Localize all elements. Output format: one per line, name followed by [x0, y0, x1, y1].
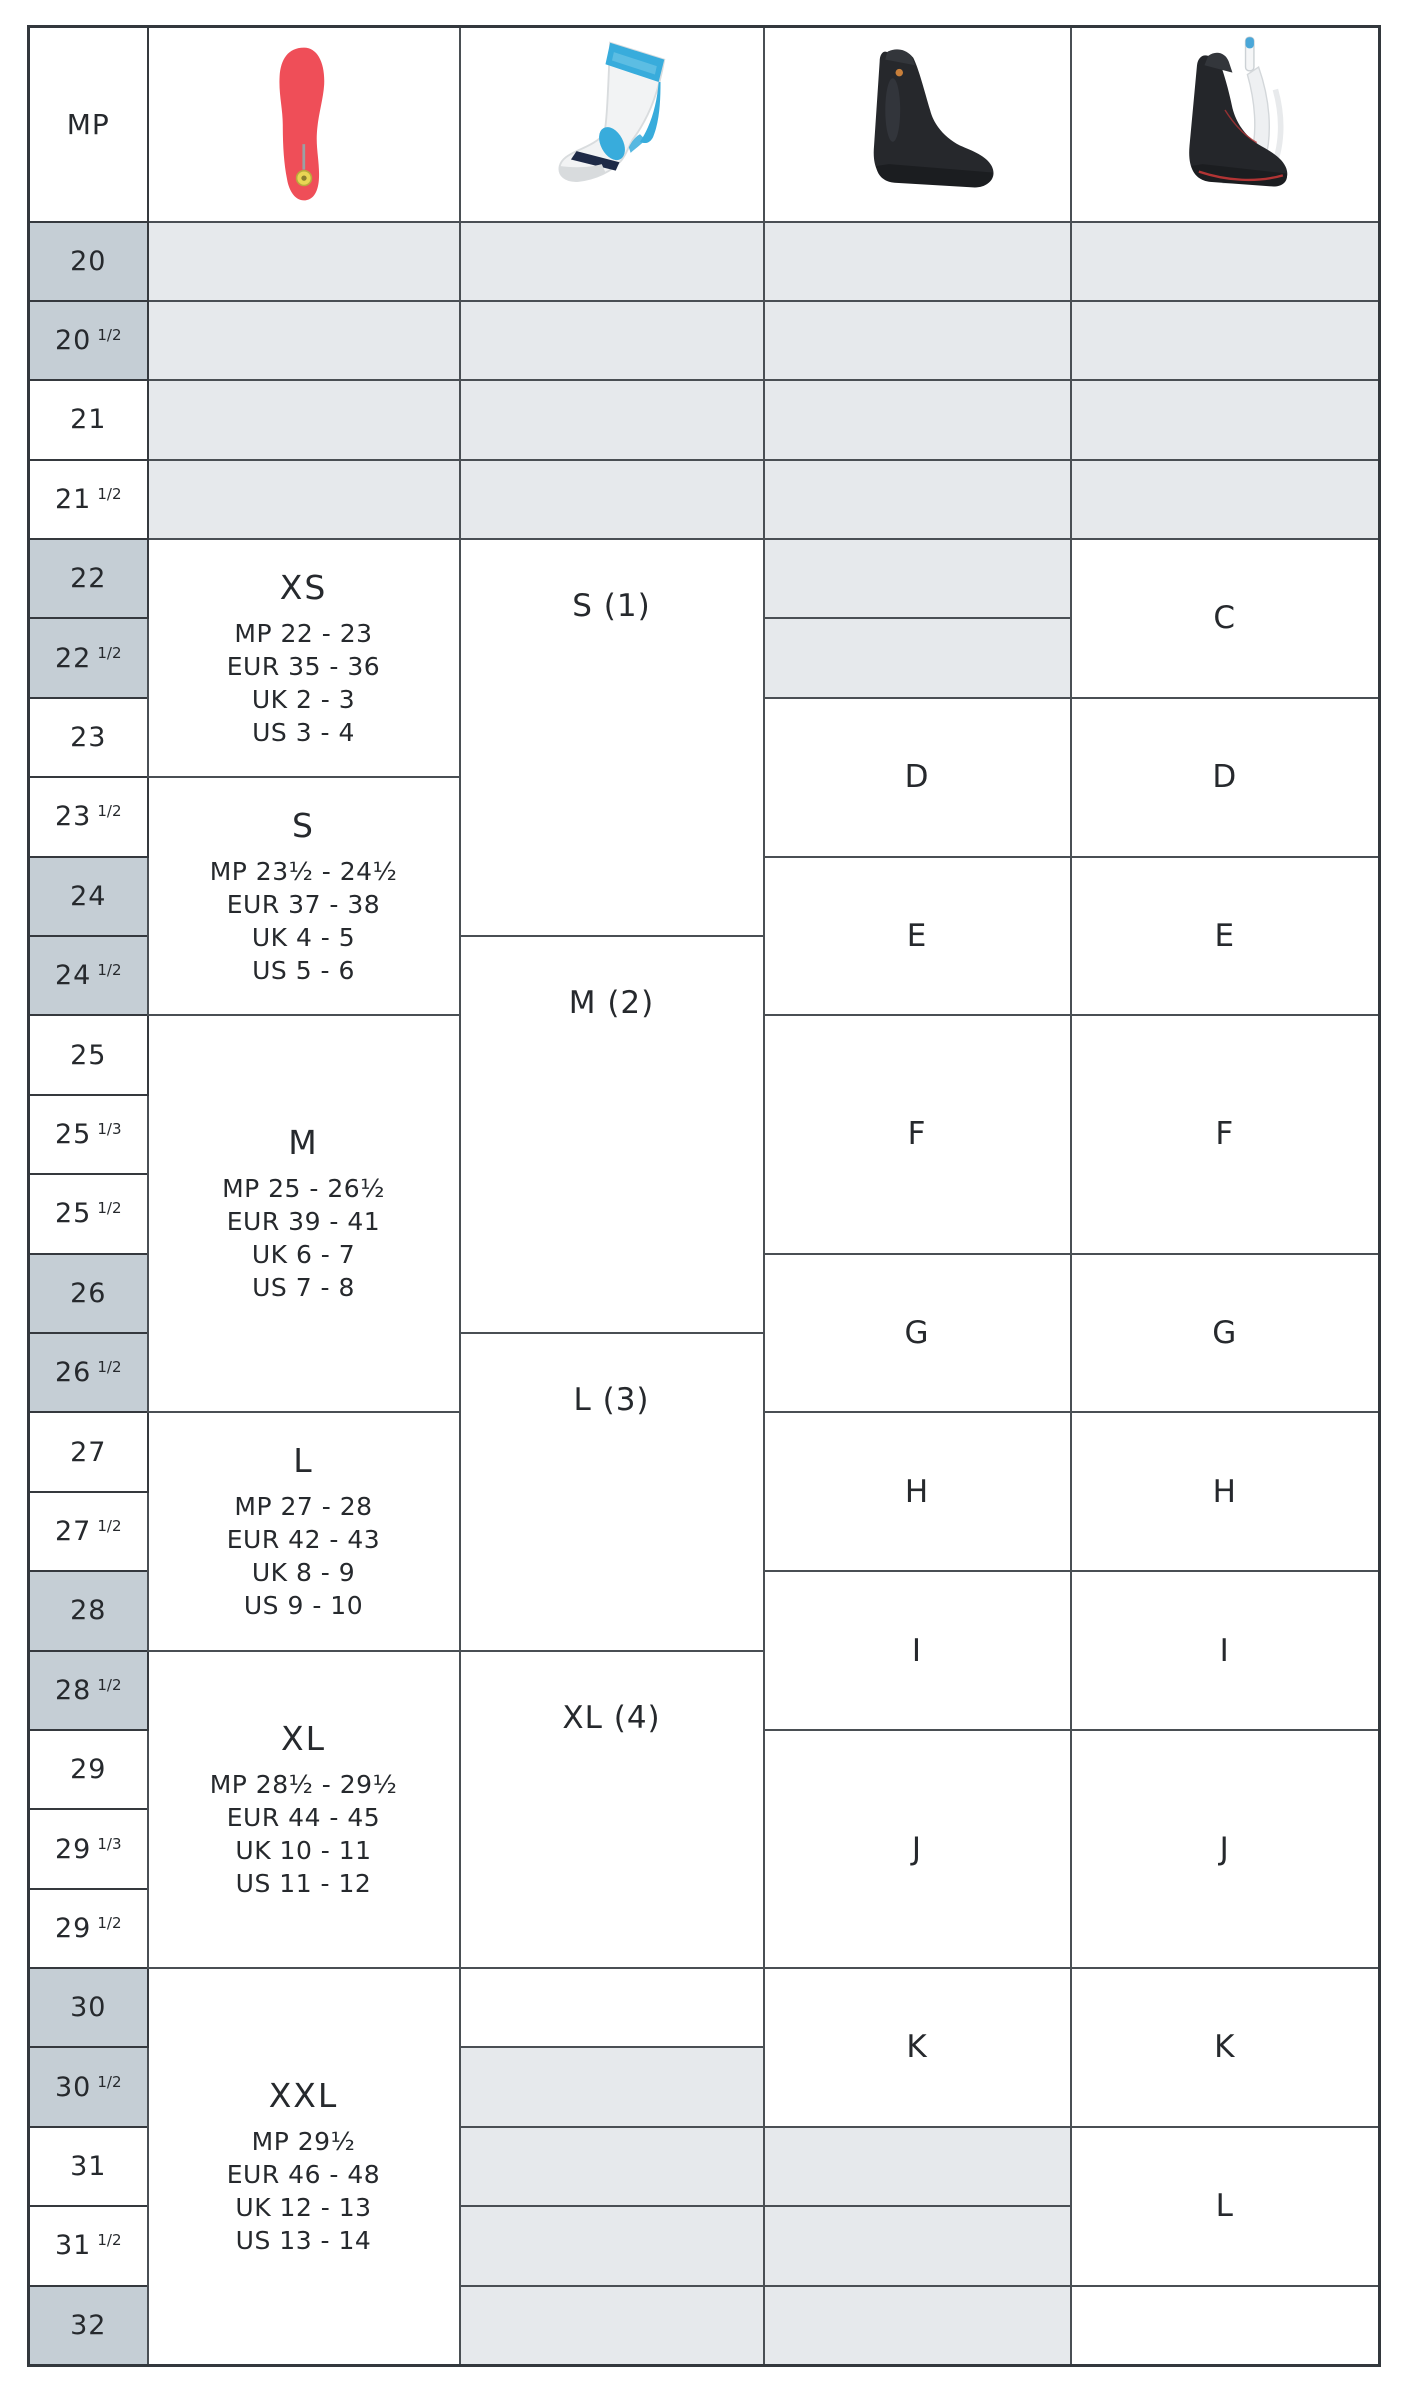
- size-letter: D: [904, 759, 930, 796]
- size-group-detail: US 13 - 14: [235, 2225, 372, 2255]
- size-letter: I: [911, 1632, 923, 1669]
- mp-fraction: 1/2: [97, 326, 122, 345]
- empty-cell: [460, 460, 764, 539]
- mp-value: 20: [55, 325, 92, 357]
- mp-value: 20: [70, 245, 107, 277]
- liner-size-cell: [764, 1412, 1071, 1571]
- size-group-title: M: [288, 1123, 319, 1163]
- empty-cell: [148, 380, 460, 459]
- mp-row-label: [29, 777, 148, 856]
- table-row: [29, 301, 1380, 380]
- mp-row-label: [29, 380, 148, 459]
- size-letter: J: [911, 1831, 923, 1867]
- mp-row-label: [29, 1174, 148, 1253]
- table-row: [29, 222, 1380, 301]
- insole-size-group-cell: [148, 539, 460, 777]
- mp-value: 28: [70, 1595, 107, 1627]
- liner-size-cell: [764, 1968, 1071, 2127]
- table-row: [29, 1968, 1380, 2047]
- column-header-sock: [460, 27, 764, 222]
- mp-row-label: [29, 1571, 148, 1650]
- mp-row-label: [29, 539, 148, 618]
- mp-value: 26: [70, 1277, 107, 1309]
- empty-cell: [460, 1968, 764, 2047]
- mp-fraction: 1/2: [97, 1516, 122, 1535]
- size-group-detail: MP 23½ - 24½: [209, 856, 398, 886]
- insole-size-group-cell: [148, 777, 460, 1015]
- liner-tongue-icon: [1085, 33, 1365, 215]
- size-group-detail: EUR 37 - 38: [226, 889, 381, 919]
- size-group-detail: US 3 - 4: [252, 717, 355, 747]
- empty-cell: [1071, 2286, 1380, 2365]
- mp-row-label: [29, 1651, 148, 1730]
- mp-value: 30: [55, 2071, 92, 2103]
- size-letter: J: [1219, 1831, 1230, 1867]
- empty-cell: [764, 2127, 1071, 2206]
- mp-value: 32: [70, 2309, 107, 2341]
- sock-size-cell: [460, 1333, 764, 1651]
- sock-size-cell: [460, 539, 764, 936]
- mp-header-label: MP: [66, 107, 110, 141]
- mp-value: 25: [70, 1039, 107, 1071]
- column-header-shell-liner: [1071, 27, 1380, 222]
- mp-fraction: 1/2: [97, 2072, 122, 2091]
- mp-value: 21: [55, 483, 92, 515]
- sock-size-cell: [460, 1651, 764, 1969]
- size-letter: L: [1215, 2188, 1234, 2225]
- insole-size-group-cell: [148, 1412, 460, 1650]
- boot-liner-icon: [777, 33, 1057, 215]
- empty-cell: [148, 460, 460, 539]
- mp-fraction: 1/2: [97, 643, 122, 662]
- empty-cell: [460, 2127, 764, 2206]
- empty-cell: [148, 222, 460, 301]
- insole-size-group-cell: [148, 1968, 460, 2365]
- liner-size-cell: [764, 698, 1071, 857]
- liner-size-cell: [764, 1015, 1071, 1253]
- mp-value: 22: [70, 563, 107, 595]
- mp-value: 24: [70, 880, 107, 912]
- sock-size-label: M (2): [568, 985, 655, 1022]
- mp-value: 29: [55, 1833, 92, 1865]
- mp-fraction: 1/2: [97, 2231, 122, 2250]
- empty-cell: [764, 539, 1071, 618]
- mp-row-label: [29, 222, 148, 301]
- mp-value: 29: [55, 1912, 92, 1944]
- size-group-detail: UK 12 - 13: [235, 2192, 372, 2222]
- mp-row-label: [29, 698, 148, 777]
- size-group-detail: UK 10 - 11: [235, 1835, 372, 1865]
- column-header-liner: [764, 27, 1071, 222]
- size-group-detail: UK 6 - 7: [251, 1240, 356, 1270]
- size-letter: F: [1215, 1116, 1235, 1153]
- shell-size-cell: [1071, 698, 1380, 857]
- size-group-title: XXL: [268, 2075, 339, 2115]
- mp-row-label: [29, 1095, 148, 1174]
- mp-value: 29: [70, 1754, 107, 1786]
- mp-row-label: [29, 2127, 148, 2206]
- shell-size-cell: [1071, 1015, 1380, 1253]
- size-group-detail: UK 8 - 9: [251, 1557, 356, 1587]
- mp-value: 25: [55, 1198, 92, 1230]
- empty-cell: [460, 380, 764, 459]
- size-group-title: S: [292, 805, 315, 845]
- shell-size-cell: [1071, 1968, 1380, 2127]
- shell-size-cell: [1071, 539, 1380, 698]
- sock-size-label: XL (4): [562, 1699, 661, 1736]
- size-group-detail: MP 29½: [251, 2126, 356, 2156]
- size-letter: G: [904, 1314, 930, 1351]
- size-letter: H: [904, 1473, 930, 1510]
- mp-value: 22: [55, 642, 92, 674]
- mp-value: 21: [70, 404, 107, 436]
- shell-size-cell: [1071, 1254, 1380, 1413]
- mp-value: 25: [55, 1118, 92, 1150]
- size-letter: K: [906, 2029, 928, 2066]
- size-chart: [27, 25, 1381, 2367]
- empty-cell: [460, 2047, 764, 2126]
- mp-fraction: 1/2: [97, 1675, 122, 1694]
- mp-value: 31: [70, 2151, 107, 2183]
- sock-size-label: S (1): [572, 588, 651, 625]
- column-header-insole: [148, 27, 460, 222]
- mp-row-label: [29, 2206, 148, 2285]
- size-group-detail: US 9 - 10: [243, 1590, 364, 1620]
- size-group-detail: EUR 46 - 48: [226, 2159, 381, 2189]
- size-letter: F: [907, 1116, 927, 1153]
- empty-cell: [1071, 460, 1380, 539]
- size-letter: I: [1219, 1632, 1230, 1669]
- size-group-detail: EUR 35 - 36: [226, 651, 381, 681]
- size-chart-table: [27, 25, 1381, 2367]
- mp-row-label: [29, 1492, 148, 1571]
- mp-row-label: [29, 460, 148, 539]
- mp-row-label: [29, 1333, 148, 1412]
- shell-size-cell: [1071, 1412, 1380, 1571]
- mp-row-label: [29, 301, 148, 380]
- empty-cell: [764, 618, 1071, 697]
- insole-size-group-cell: [148, 1015, 460, 1412]
- size-group-detail: UK 2 - 3: [251, 684, 356, 714]
- empty-cell: [1071, 222, 1380, 301]
- size-group-detail: MP 22 - 23: [234, 618, 373, 648]
- size-group-detail: MP 28½ - 29½: [209, 1769, 398, 1799]
- empty-cell: [764, 2286, 1071, 2365]
- size-letter: E: [906, 918, 928, 955]
- insole-size-group-cell: [148, 1651, 460, 1969]
- mp-value: 31: [55, 2230, 92, 2262]
- table-row: [29, 380, 1380, 459]
- size-letter: H: [1212, 1473, 1237, 1510]
- mp-value: 27: [55, 1515, 92, 1547]
- size-group-detail: MP 27 - 28: [234, 1491, 373, 1521]
- liner-size-cell: [764, 1254, 1071, 1413]
- size-letter: D: [1212, 759, 1238, 796]
- sock-size-cell: [460, 936, 764, 1333]
- mp-column-header: [29, 27, 148, 222]
- mp-fraction: 1/3: [97, 1119, 122, 1138]
- size-letter: K: [1214, 2029, 1236, 2066]
- mp-row-label: [29, 1730, 148, 1809]
- empty-cell: [1071, 301, 1380, 380]
- mp-value: 28: [55, 1674, 92, 1706]
- table-row: [29, 539, 1380, 618]
- shell-size-cell: [1071, 857, 1380, 1016]
- mp-fraction: 1/2: [97, 961, 122, 980]
- mp-row-label: [29, 1889, 148, 1968]
- mp-row-label: [29, 1254, 148, 1333]
- liner-size-cell: [764, 857, 1071, 1016]
- size-group-detail: UK 4 - 5: [251, 922, 356, 952]
- ski-sock-icon: [472, 33, 752, 215]
- mp-row-label: [29, 936, 148, 1015]
- size-group-detail: EUR 42 - 43: [226, 1524, 381, 1554]
- size-group-detail: EUR 39 - 41: [226, 1207, 381, 1237]
- shell-size-cell: [1071, 1571, 1380, 1730]
- mp-value: 26: [55, 1357, 92, 1389]
- size-group-title: XS: [279, 567, 328, 607]
- mp-row-label: [29, 1015, 148, 1094]
- sock-size-label: L (3): [573, 1381, 650, 1418]
- size-group-detail: US 11 - 12: [235, 1868, 372, 1898]
- empty-cell: [148, 301, 460, 380]
- size-group-detail: US 7 - 8: [252, 1273, 355, 1303]
- size-group-title: XL: [281, 1718, 326, 1758]
- empty-cell: [764, 2206, 1071, 2285]
- table-row: [29, 460, 1380, 539]
- shell-size-cell: [1071, 2127, 1380, 2286]
- mp-row-label: [29, 1968, 148, 2047]
- header-row: [29, 27, 1380, 222]
- liner-size-cell: [764, 1730, 1071, 1968]
- mp-value: 30: [70, 1992, 107, 2024]
- size-group-detail: EUR 44 - 45: [226, 1802, 381, 1832]
- size-group-detail: MP 25 - 26½: [222, 1174, 385, 1204]
- mp-row-label: [29, 1809, 148, 1888]
- mp-fraction: 1/2: [97, 1913, 122, 1932]
- empty-cell: [764, 380, 1071, 459]
- empty-cell: [764, 222, 1071, 301]
- mp-row-label: [29, 2047, 148, 2126]
- empty-cell: [764, 460, 1071, 539]
- empty-cell: [460, 222, 764, 301]
- mp-fraction: 1/2: [97, 484, 122, 503]
- mp-row-label: [29, 1412, 148, 1491]
- mp-value: 23: [55, 801, 92, 833]
- size-letter: E: [1214, 918, 1236, 955]
- insole-icon: [269, 44, 339, 204]
- empty-cell: [460, 301, 764, 380]
- empty-cell: [460, 2206, 764, 2285]
- mp-fraction: 1/3: [97, 1834, 122, 1853]
- mp-value: 24: [55, 960, 92, 992]
- mp-fraction: 1/2: [97, 1199, 122, 1218]
- mp-row-label: [29, 2286, 148, 2365]
- empty-cell: [764, 301, 1071, 380]
- size-group-title: L: [293, 1440, 314, 1480]
- size-letter: G: [1212, 1314, 1238, 1351]
- mp-row-label: [29, 618, 148, 697]
- mp-fraction: 1/2: [97, 802, 122, 821]
- empty-cell: [460, 2286, 764, 2365]
- mp-fraction: 1/2: [97, 1358, 122, 1377]
- mp-row-label: [29, 857, 148, 936]
- empty-cell: [1071, 380, 1380, 459]
- shell-size-cell: [1071, 1730, 1380, 1968]
- mp-value: 23: [70, 722, 107, 754]
- size-group-detail: US 5 - 6: [252, 955, 355, 985]
- liner-size-cell: [764, 1571, 1071, 1730]
- mp-value: 27: [70, 1436, 107, 1468]
- size-letter: C: [1213, 600, 1237, 637]
